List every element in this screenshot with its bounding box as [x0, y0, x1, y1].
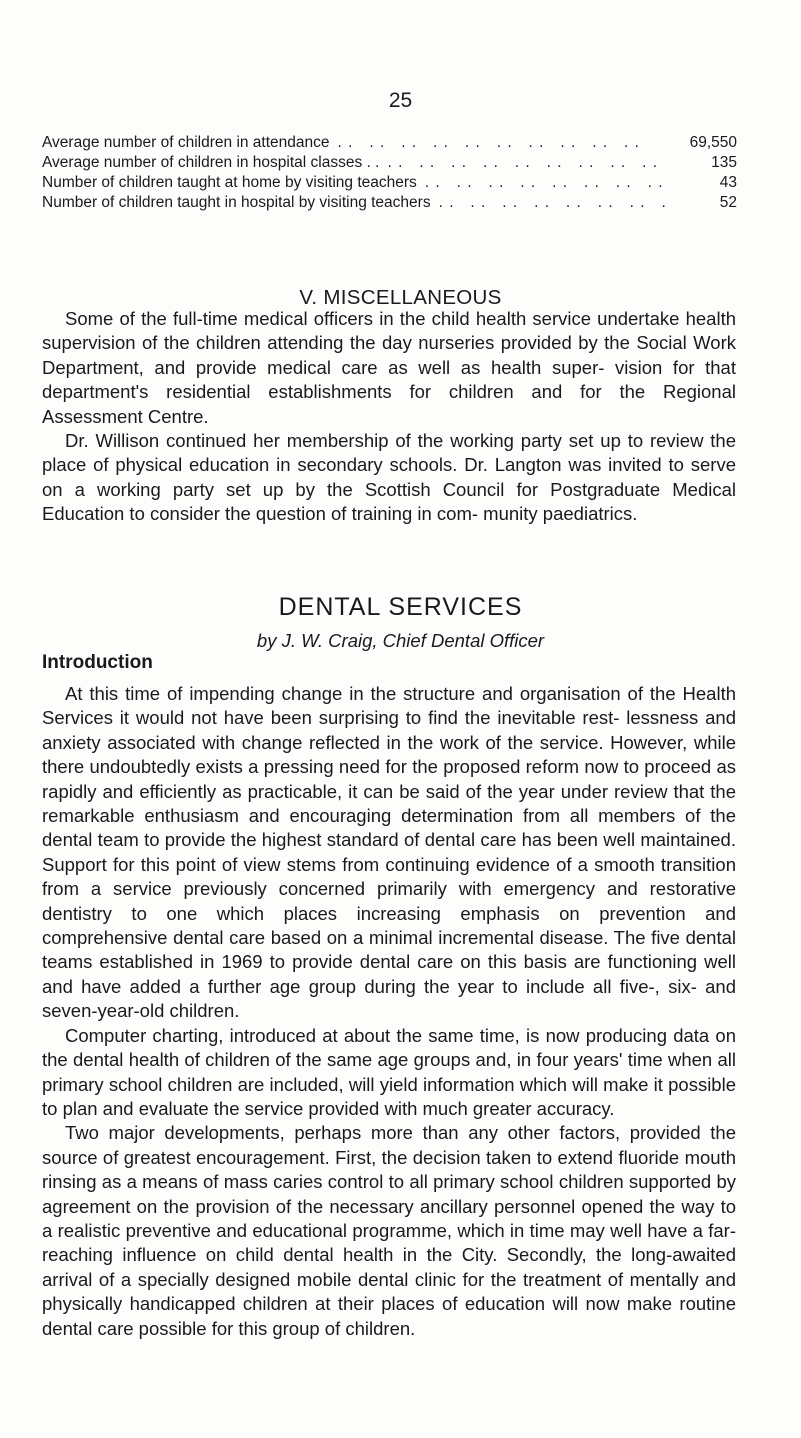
leader-dots — [330, 133, 667, 153]
stat-row — [42, 133, 737, 153]
stat-label: Number of children taught in hospital by visiting teachers — [42, 194, 431, 211]
miscellaneous-heading: V. MISCELLANEOUS — [299, 286, 502, 309]
paragraph: At this time of impending change in the structure and organisation of the Health Services it would not have been surprising to find the inevitable rest- lessness and anxiety associated with change reflected in the work of the service. However, while there undoubtedly exists a pressing need for the proposed reform now to proceed as rapidly and efficiently as practicable, it can be said of the year under review that the remarkable enthusiasm and encouraging determination from all members of the dental team to provide the highest standard of dental care has been well maintained. Support for this point of view stems from continuing evidence of a smooth transition from a service previously concerned primarily with emergency and restorative dentistry to one which places increasing emphasis on prevention and comprehensive dental care based on a minimal incremental disease. The five dental teams established in 1969 to provide dental care on this basis are functioning well and have added a further age group during the year to include all five-, six- and seven-year-old children. — [42, 683, 736, 1022]
introduction-heading: Introduction — [42, 652, 153, 673]
dental-introduction-section — [42, 682, 736, 1341]
stat-row — [42, 193, 737, 213]
attendance-stats-table — [42, 133, 737, 213]
paragraph: Two major developments, perhaps more than any other factors, provided the source of greatest encouragement. First, the decision taken to extend fluoride mouth rinsing as a means of mass caries control to all primary school children supported by agreement on the provision of the necessary ancillary personnel opened the way to a realistic preventive and educational programme, which in time may well have a far-reaching influence on child dental health in the City. Secondly, the long-awaited arrival of a specially designed mobile dental clinic for the treatment of mentally and physically handicapped children at their places of education will now make routine dental care possible for this group of children. — [42, 1122, 736, 1339]
stat-value: 135 — [711, 154, 737, 171]
leader-dots — [379, 153, 667, 173]
stat-label: Average number of children in attendance — [42, 134, 330, 151]
paragraph: Computer charting, introduced at about the same time, is now producing data on the dental health of children of the same age groups and, in four years' time when all primary school children are included, will yield information which will make it possible to plan and evaluate the service provided with much greater accuracy. — [42, 1024, 736, 1119]
stat-label: Average number of children in hospital classes . . — [42, 154, 380, 171]
stat-row — [42, 173, 737, 193]
stat-row — [42, 153, 737, 173]
paragraph: Some of the full-time medical officers in the child health service undertake health supervision of the children attending the day nurseries provided by the Social Work Department, and provide medical care as well as health super- vision for that department's residential establishments for children and for the Regional Assessment Centre. — [42, 308, 736, 427]
stat-value: 52 — [719, 194, 737, 211]
dental-services-heading: DENTAL SERVICES — [278, 593, 523, 621]
miscellaneous-section — [42, 307, 736, 527]
stat-label: Number of children taught at home by visiting teachers — [42, 174, 417, 191]
stat-value: 43 — [719, 174, 737, 191]
paragraph: Dr. Willison continued her membership of the working party set up to review the place of physical education in secondary schools. Dr. Langton was invited to serve on a working party set up by the Scottish Council for Postgraduate Medical Education to consider the question of training in com- munity paediatrics. — [42, 430, 736, 525]
stat-value: 69,550 — [689, 134, 737, 151]
leader-dots — [417, 173, 667, 193]
author-byline: by J. W. Craig, Chief Dental Officer — [256, 630, 545, 651]
page-number: 25 — [388, 89, 413, 112]
leader-dots — [431, 193, 667, 213]
